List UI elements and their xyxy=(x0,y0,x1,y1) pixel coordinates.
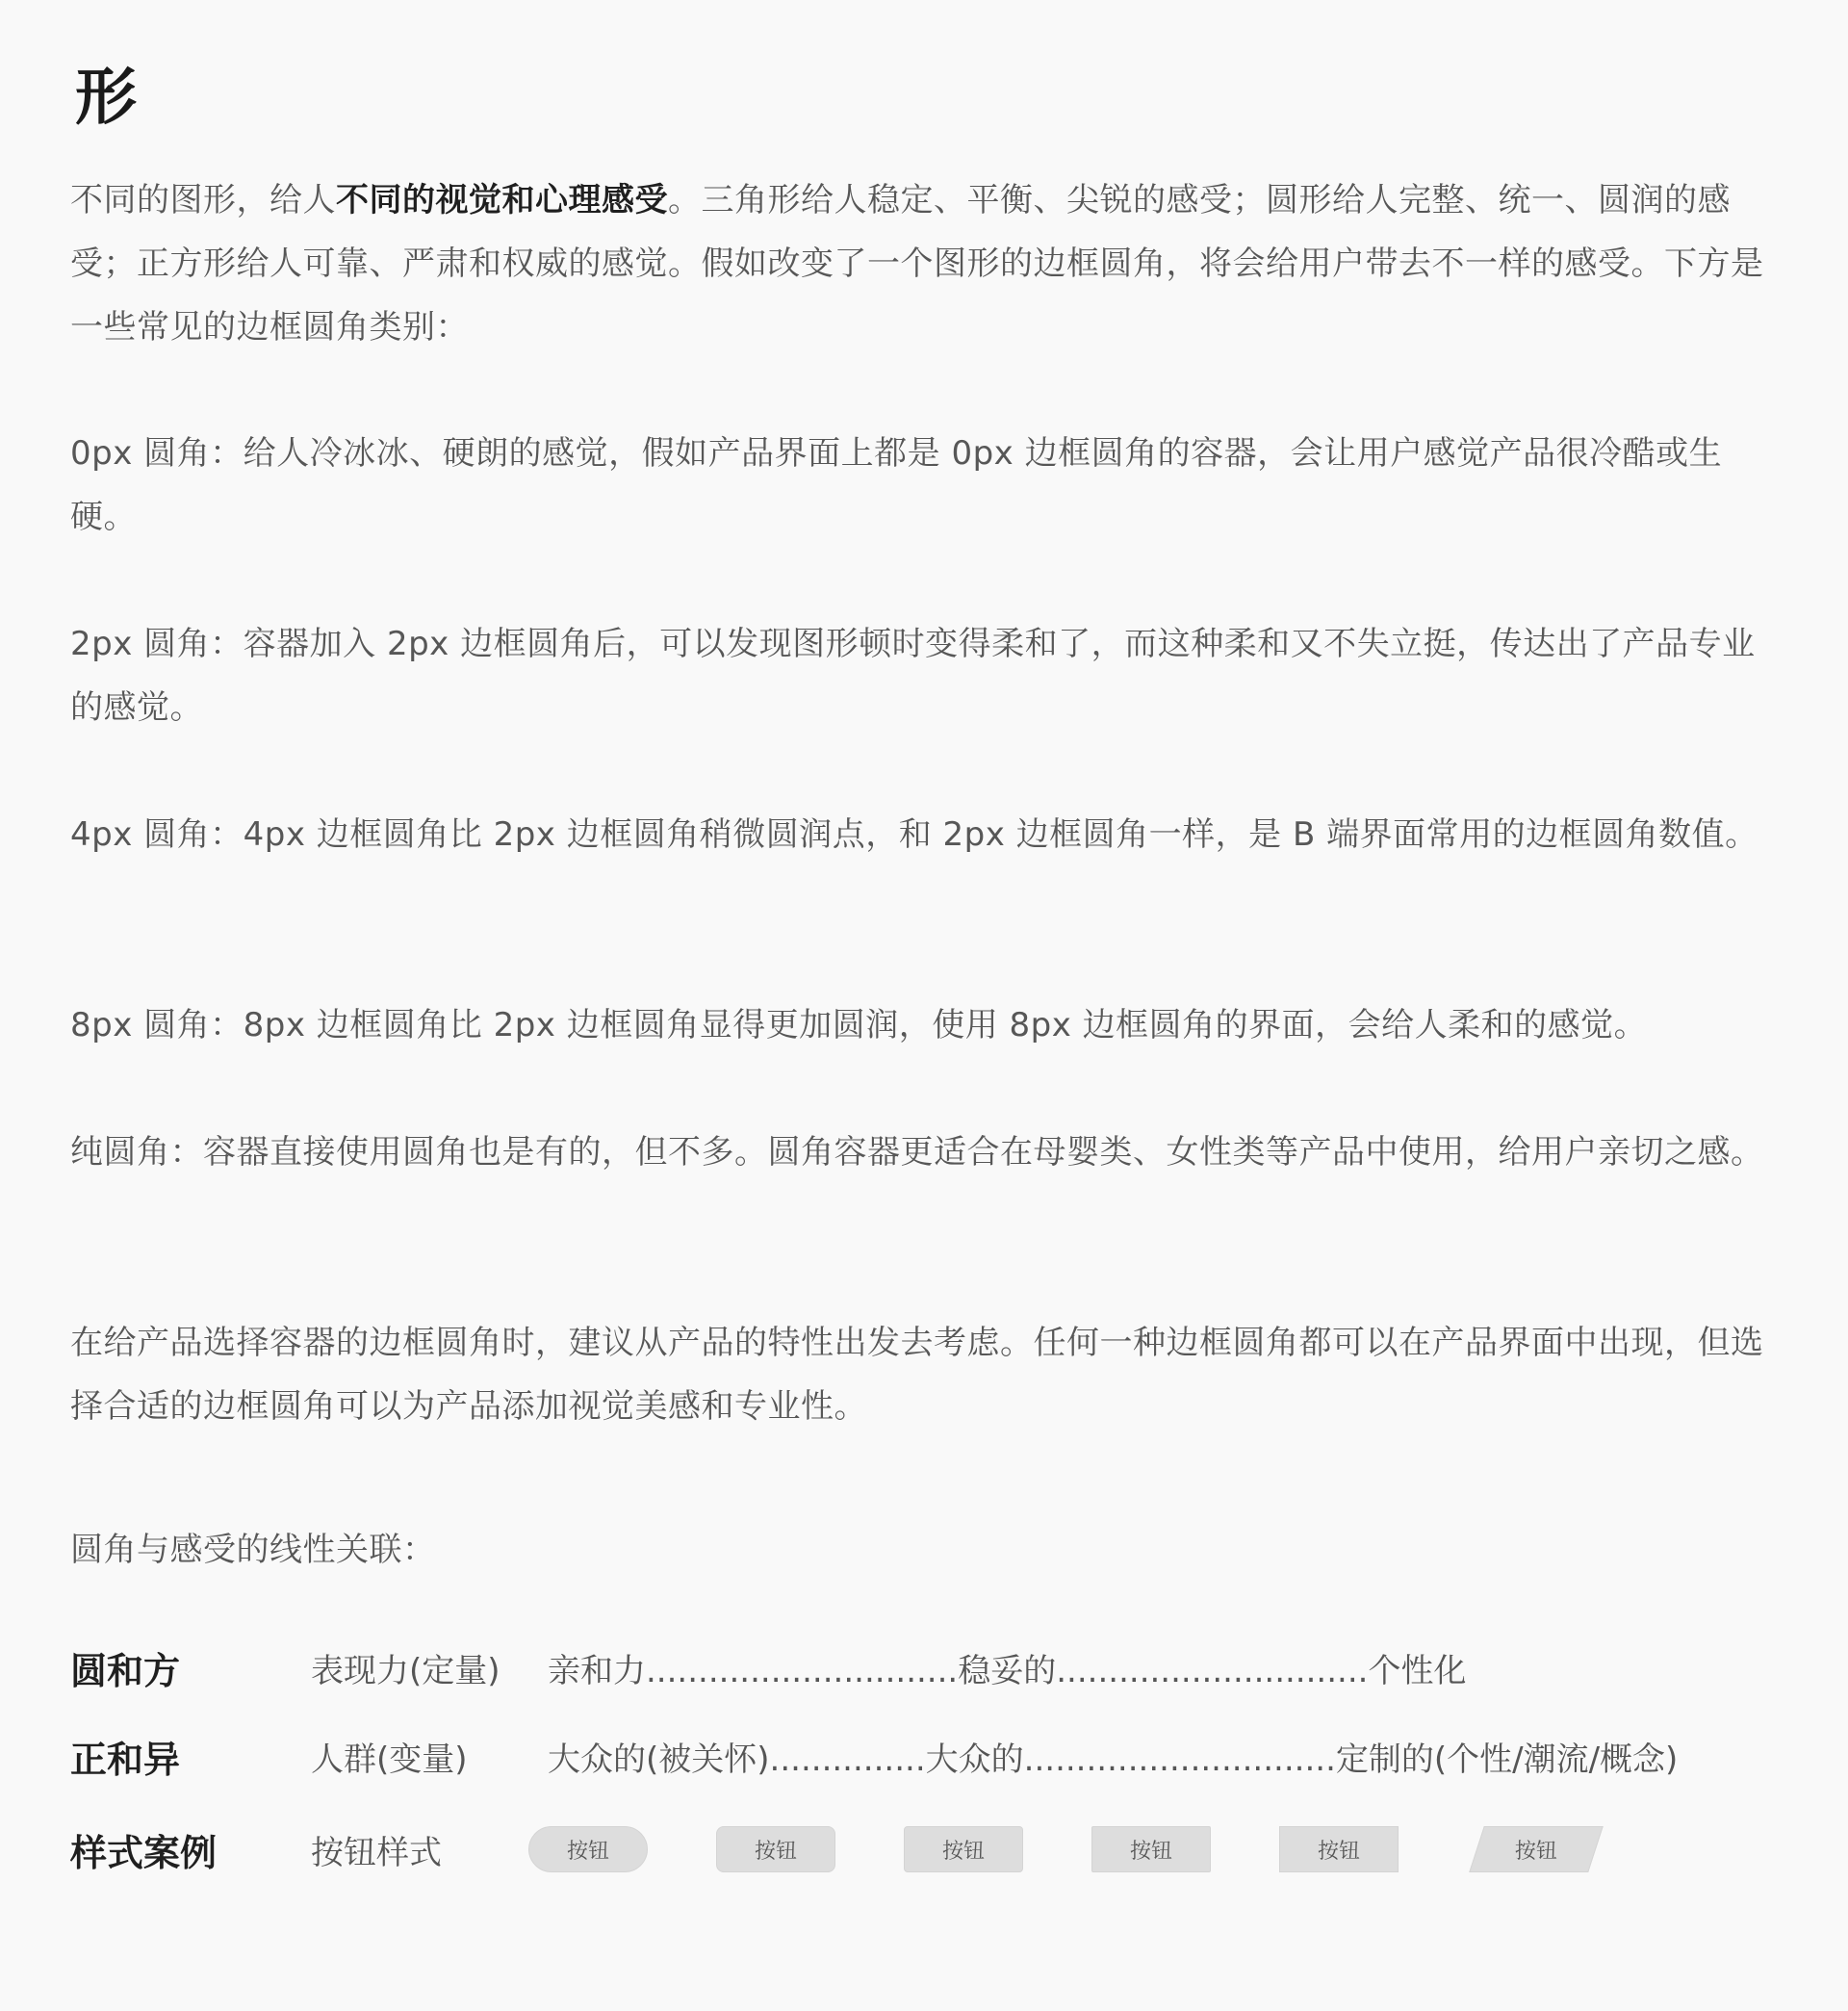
paragraph-2px-radius: 2px 圆角：容器加入 2px 边框圆角后，可以发现图形顿时变得柔和了，而这种柔和又不失立挺，传达出了产品专业的感觉。 xyxy=(70,625,1756,727)
radius-8px-button[interactable]: 按钮 xyxy=(716,1826,835,1872)
radius-0px-button[interactable]: 按钮 xyxy=(1279,1826,1399,1872)
row-scale: 亲和力..............................稳妥的..............................个性化 xyxy=(548,1651,1467,1690)
skewed-button[interactable] xyxy=(1469,1826,1604,1872)
button-style-examples xyxy=(528,1826,1596,1872)
paragraph-4px-radius: 4px 圆角：4px 边框圆角比 2px 边框圆角稍微圆润点，和 2px 边框圆角一样，是 B 端界面常用的边框圆角数值。 xyxy=(70,815,1758,854)
row-label: 按钮样式 xyxy=(311,1833,442,1872)
paragraph-relation-heading: 圆角与感受的线性关联： xyxy=(70,1531,436,1569)
row-label: 表现力(定量) xyxy=(311,1651,500,1690)
intro-text-before: 不同的图形，给人 xyxy=(70,181,336,219)
radius-4px-button[interactable]: 按钮 xyxy=(904,1826,1023,1872)
row-heading: 圆和方 xyxy=(70,1649,181,1692)
paragraph-full-radius: 纯圆角：容器直接使用圆角也是有的，但不多。圆角容器更适合在母婴类、女性类等产品中使用，给用户亲切之感。 xyxy=(70,1133,1764,1172)
paragraph-advice: 在给产品选择容器的边框圆角时，建议从产品的特性出发去考虑。任何一种边框圆角都可以在产品界面中出现，但选择合适的边框圆角可以为产品添加视觉美感和专业性。 xyxy=(70,1324,1764,1426)
relation-row-normal-different xyxy=(70,1722,1778,1790)
row-label: 人群(变量) xyxy=(311,1740,468,1779)
pill-button[interactable]: 按钮 xyxy=(528,1826,648,1872)
row-heading: 正和异 xyxy=(70,1738,181,1781)
relation-row-style-examples xyxy=(70,1816,1778,1883)
paragraph-8px-radius: 8px 圆角：8px 边框圆角比 2px 边框圆角显得更加圆润，使用 8px 边框圆角的界面，会给人柔和的感觉。 xyxy=(70,1006,1648,1044)
row-heading: 样式案例 xyxy=(70,1831,218,1874)
section-title: 形 xyxy=(75,63,137,134)
skewed-button-label: 按钮 xyxy=(1514,1839,1557,1864)
intro-paragraph xyxy=(70,168,1778,359)
relation-row-round-square xyxy=(70,1634,1778,1701)
intro-text-after: 。三角形给人稳定、平衡、尖锐的感受；圆形给人完整、统一、圆润的感受；正方形给人可靠、严肃和权威的感觉。假如改变了一个图形的边框圆角，将会给用户带去不一样的感受。下方是一些常见的边框圆角类别： xyxy=(70,181,1764,347)
row-scale: 大众的(被关怀)...............大众的..............................定制的(个性/潮流/概念) xyxy=(548,1740,1679,1779)
intro-text-bold: 不同的视觉和心理感受 xyxy=(336,181,668,219)
paragraph-0px-radius: 0px 圆角：给人冷冰冰、硬朗的感觉，假如产品界面上都是 0px 边框圆角的容器，会让用户感觉产品很冷酷或生硬。 xyxy=(70,434,1723,536)
radius-2px-button[interactable]: 按钮 xyxy=(1091,1826,1211,1872)
